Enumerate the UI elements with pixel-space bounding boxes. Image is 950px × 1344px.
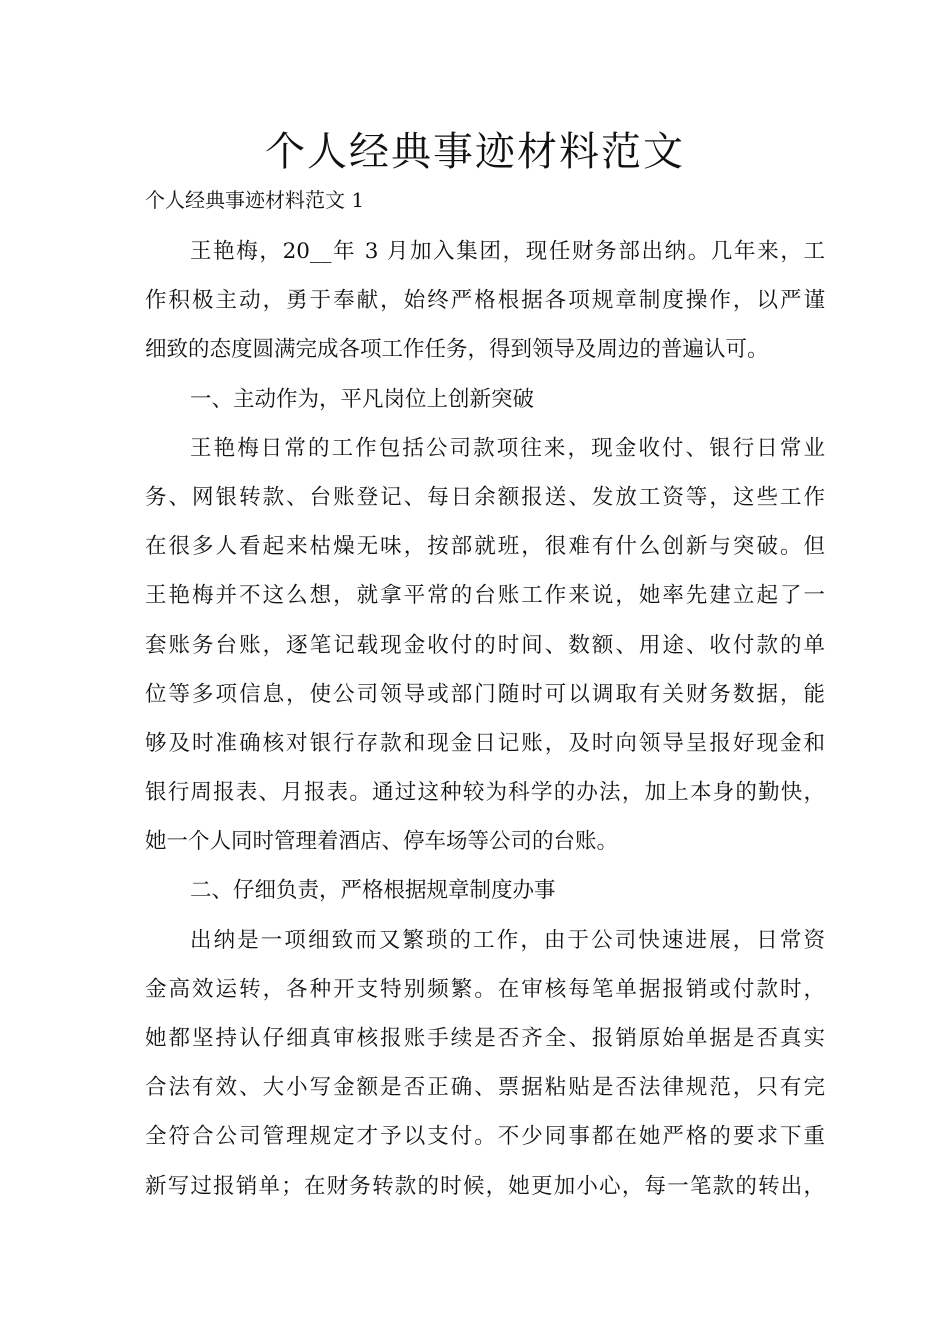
text-line: 银行周报表、月报表。通过这种较为科学的办法，加上本身的勤快，	[145, 780, 825, 806]
document-title: 个人经典事迹材料范文	[265, 129, 685, 175]
section-heading: 二、仔细负责，严格根据规章制度办事	[190, 878, 556, 904]
document-body	[145, 235, 825, 1219]
text-line: 王艳梅日常的工作包括公司款项往来，现金收付、银行日常业	[190, 435, 825, 461]
section-heading: 一、主动作为，平凡岗位上创新突破	[190, 386, 535, 412]
text-line: 务、网银转款、台账登记、每日余额报送、发放工资等，这些工作	[145, 484, 825, 510]
text-line: 王艳梅，20__年 3 月加入集团，现任财务部出纳。几年来，工	[190, 239, 825, 264]
text-line: 合法有效、大小写金额是否正确、票据粘贴是否法律规范，只有完	[145, 1075, 825, 1101]
text-line: 位等多项信息，使公司领导或部门随时可以调取有关财务数据，能	[145, 681, 825, 707]
text-line: 金高效运转，各种开支特别频繁。在审核每笔单据报销或付款时，	[145, 976, 825, 1002]
text-line: 细致的态度圆满完成各项工作任务，得到领导及周边的普遍认可。	[145, 337, 769, 363]
text-line: 她一个人同时管理着酒店、停车场等公司的台账。	[145, 829, 619, 855]
text-line: 作积极主动，勇于奉献，始终严格根据各项规章制度操作，以严谨	[145, 288, 825, 314]
document-subtitle: 个人经典事迹材料范文 1	[145, 188, 365, 212]
text-line: 新写过报销单；在财务转款的时候，她更加小心，每一笔款的转出，	[145, 1173, 825, 1199]
text-line: 她都坚持认仔细真审核报账手续是否齐全、报销原始单据是否真实	[145, 1026, 825, 1051]
text-line: 在很多人看起来枯燥无味，按部就班，很难有什么创新与突破。但	[145, 534, 825, 560]
text-line: 够及时准确核对银行存款和现金日记账，及时向领导呈报好现金和	[145, 730, 825, 756]
text-line: 出纳是一项细致而又繁琐的工作，由于公司快速进展，日常资	[190, 927, 825, 953]
text-line: 全符合公司管理规定才予以支付。不少同事都在她严格的要求下重	[145, 1124, 825, 1150]
text-line: 套账务台账，逐笔记载现金收付的时间、数额、用途、收付款的单	[145, 632, 825, 658]
text-line: 王艳梅并不这么想，就拿平常的台账工作来说，她率先建立起了一	[145, 583, 825, 609]
